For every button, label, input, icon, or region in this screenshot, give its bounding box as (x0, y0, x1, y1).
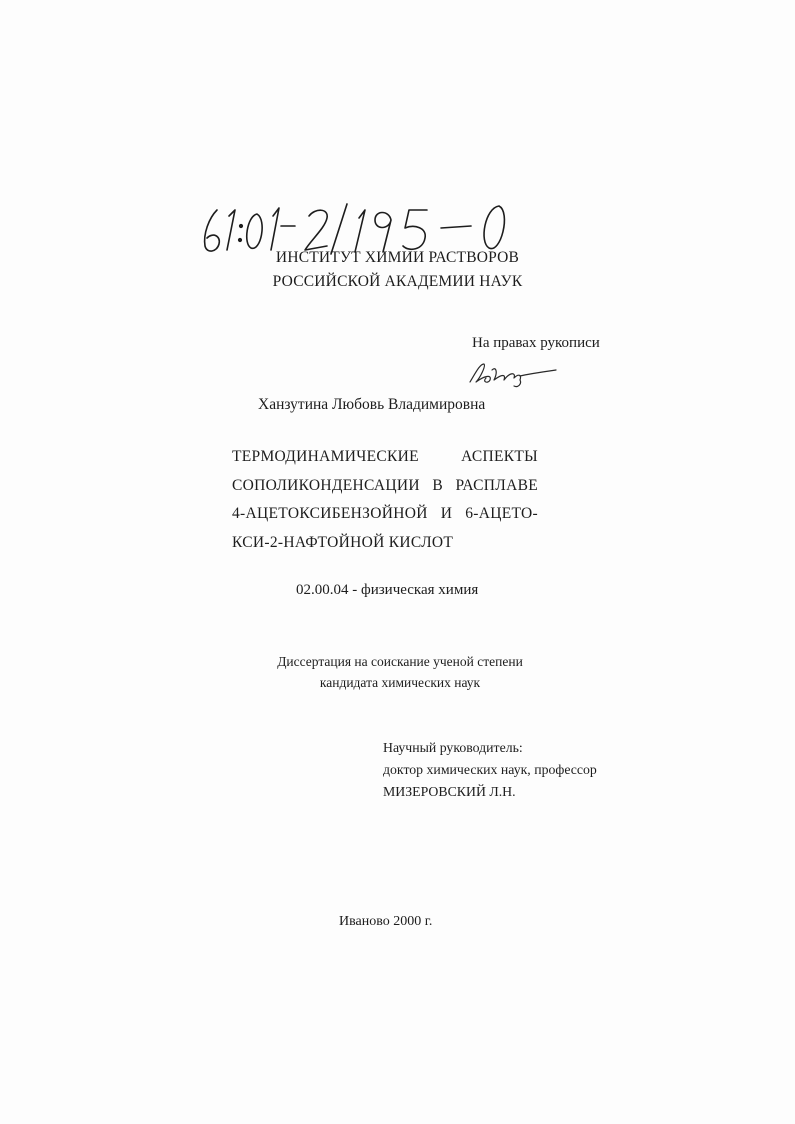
title-line-3: 4-АЦЕТОКСИБЕНЗОЙНОЙ И 6-АЦЕТО- (232, 505, 538, 522)
signature (462, 358, 562, 388)
author-name: Ханзутина Любовь Владимировна (258, 396, 486, 413)
supervisor-degree: доктор химических наук, профессор (383, 762, 597, 777)
degree-line-1: Диссертация на соискание ученой степени (277, 654, 523, 669)
title-line-4: КСИ-2-НАФТОЙНОЙ КИСЛОТ (232, 533, 454, 551)
dissertation-title (232, 443, 538, 557)
manuscript-rights-note: На правах рукописи (472, 335, 600, 351)
supervisor-label: Научный руководитель: (383, 740, 523, 755)
title-line-2: СОПОЛИКОНДЕНСАЦИИ В РАСПЛАВЕ (232, 476, 538, 494)
degree-line-2: кандидата химических наук (319, 675, 481, 690)
place-and-year: Иваново 2000 г. (339, 914, 433, 929)
institute-name (220, 246, 575, 294)
supervisor-block (383, 737, 597, 803)
institute-line-1: ИНСТИТУТ ХИМИИ РАСТВОРОВ (275, 249, 520, 266)
institute-line-2: РОССИЙСКОЙ АКАДЕМИИ НАУК (272, 273, 523, 290)
title-line-1: ТЕРМОДИНАМИЧЕСКИЕ АСПЕКТЫ (232, 448, 538, 465)
degree-statement (240, 651, 560, 693)
specialty-code: 02.00.04 - физическая химия (296, 582, 479, 598)
supervisor-name: МИЗЕРОВСКИЙ Л.Н. (383, 784, 516, 799)
